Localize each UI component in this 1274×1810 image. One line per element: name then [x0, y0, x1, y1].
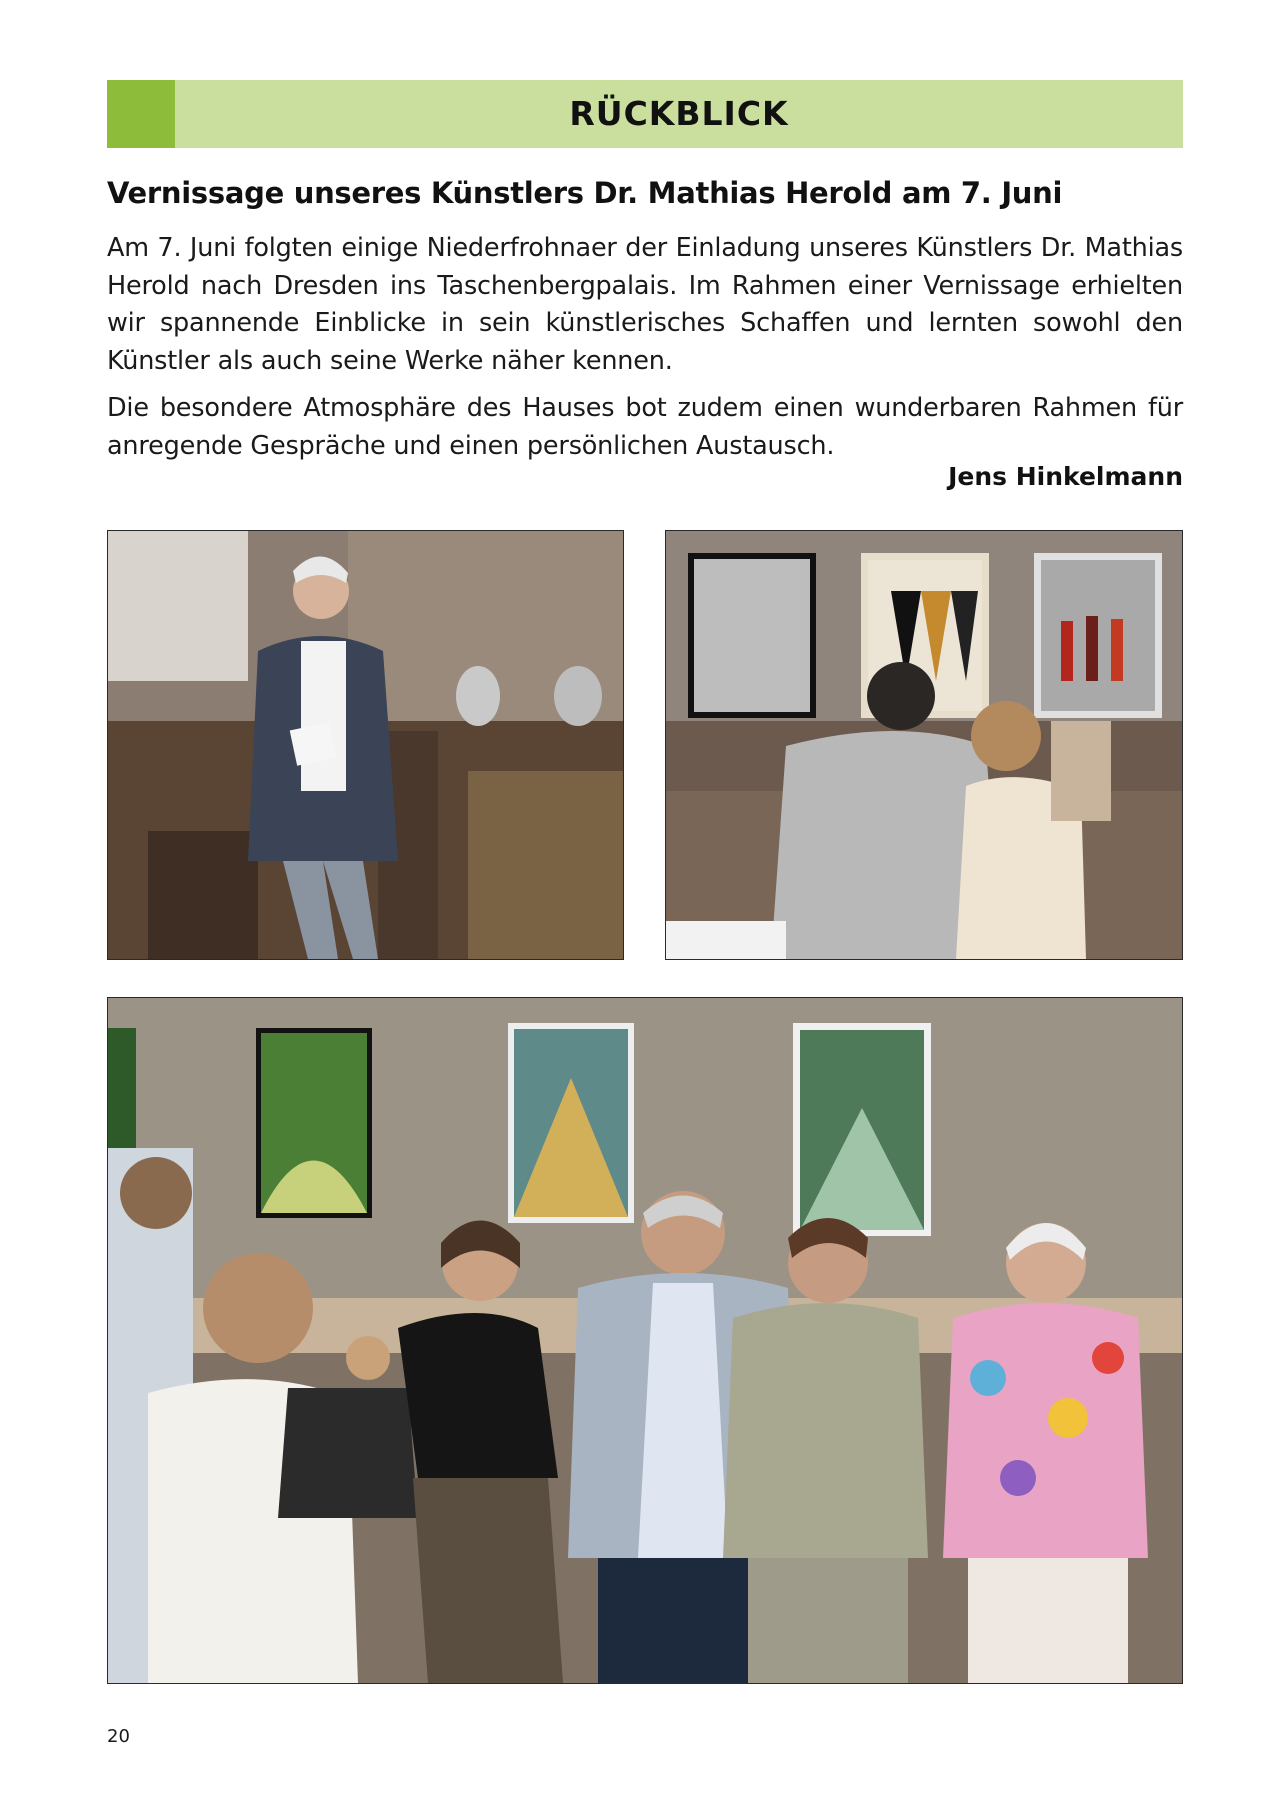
photo-artist-speaking: [107, 530, 624, 960]
photo-guests-group: [107, 997, 1183, 1684]
section-banner: [107, 80, 1183, 148]
article-paragraph-2: Die besondere Atmosphäre des Hauses bot zudem einen wunderbaren Rahmen für anregende Gespräche und einen persönlichen Austausch.: [107, 393, 1183, 461]
banner-accent-block: [107, 80, 175, 148]
photo-visitors-viewing-paintings: [665, 530, 1183, 960]
section-title: RÜCKBLICK: [569, 94, 789, 133]
article-author: Jens Hinkelmann: [948, 462, 1183, 491]
page-number: 20: [107, 1726, 130, 1747]
article-paragraph-1: Am 7. Juni folgten einige Niederfrohnaer der Einladung unseres Künstlers Dr. Mathias Herold nach Dresden ins Taschenbergpalais. Im Rahmen einer Vernissage erhielten wir spannende Einblicke in sein künstlerisches Schaffen und lernten sowohl den Künstler als auch seine Werke näher kennen.: [107, 233, 1183, 376]
article-headline: Vernissage unseres Künstlers Dr. Mathias Herold am 7. Juni: [107, 176, 1063, 210]
